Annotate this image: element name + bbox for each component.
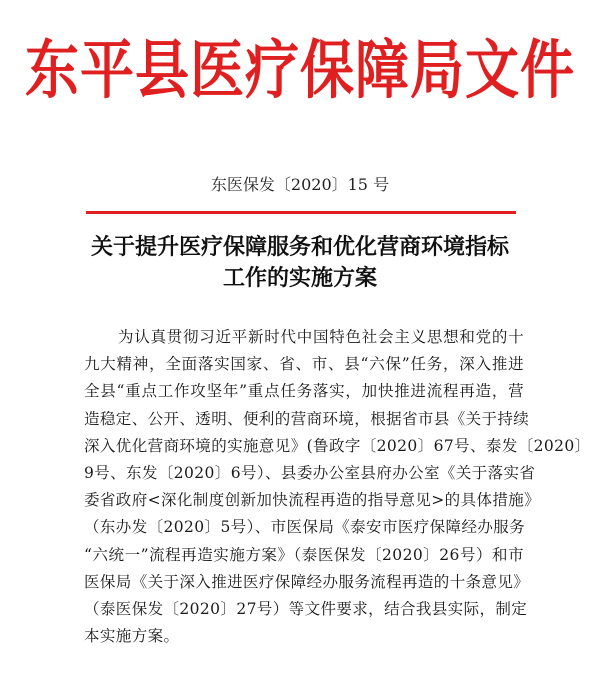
body-line: 本实施方案。 [84,627,180,646]
body-line: 全县“重点工作攻坚年”重点任务落实，加快推进流程再造，营 [84,382,524,401]
body-line: 九大精神，全面落实国家、省、市、县“六保”任务，深入推进 [84,355,524,374]
body-line: “六统一”流程再造实施方案》（泰医保发〔2020〕26号）和市 [84,545,524,564]
document-body [84,324,591,650]
document-header-title: 东平县医疗保障局文件 [25,31,575,108]
subject-line-2: 工作的实施方案 [222,265,377,291]
body-line: （泰医保发〔2020〕27号）等文件要求，结合我县实际，制定 [84,600,528,619]
document-subject [0,232,600,294]
body-line: 委省政府<深化制度创新加快流程再造的指导意见>的具体措施》 [84,491,541,510]
body-line: （东办发〔2020〕5号）、市医保局《泰安市医疗保障经办服务 [84,518,526,537]
subject-line-1: 关于提升医疗保障服务和优化营商环境指标 [90,234,509,260]
body-line: 为认真贯彻习近平新时代中国特色社会主义思想和党的十 [118,328,524,346]
body-line: 医保局《关于深入推进医疗保障经办服务流程再造的十条意见》 [84,572,530,591]
body-line: 造稳定、公开、透明、便利的营商环境，根据省市县《关于持续 [84,409,530,428]
document-number: 东医保发〔2020〕15 号 [210,175,390,194]
body-line: 9号、东发〔2020〕6号）、县委办公室县府办公室《关于落实省 [84,464,536,483]
red-divider-line [86,211,516,214]
body-line: 深入优化营商环境的实施意见》(鲁政字〔2020〕67号、泰发〔2020〕 [84,436,591,455]
